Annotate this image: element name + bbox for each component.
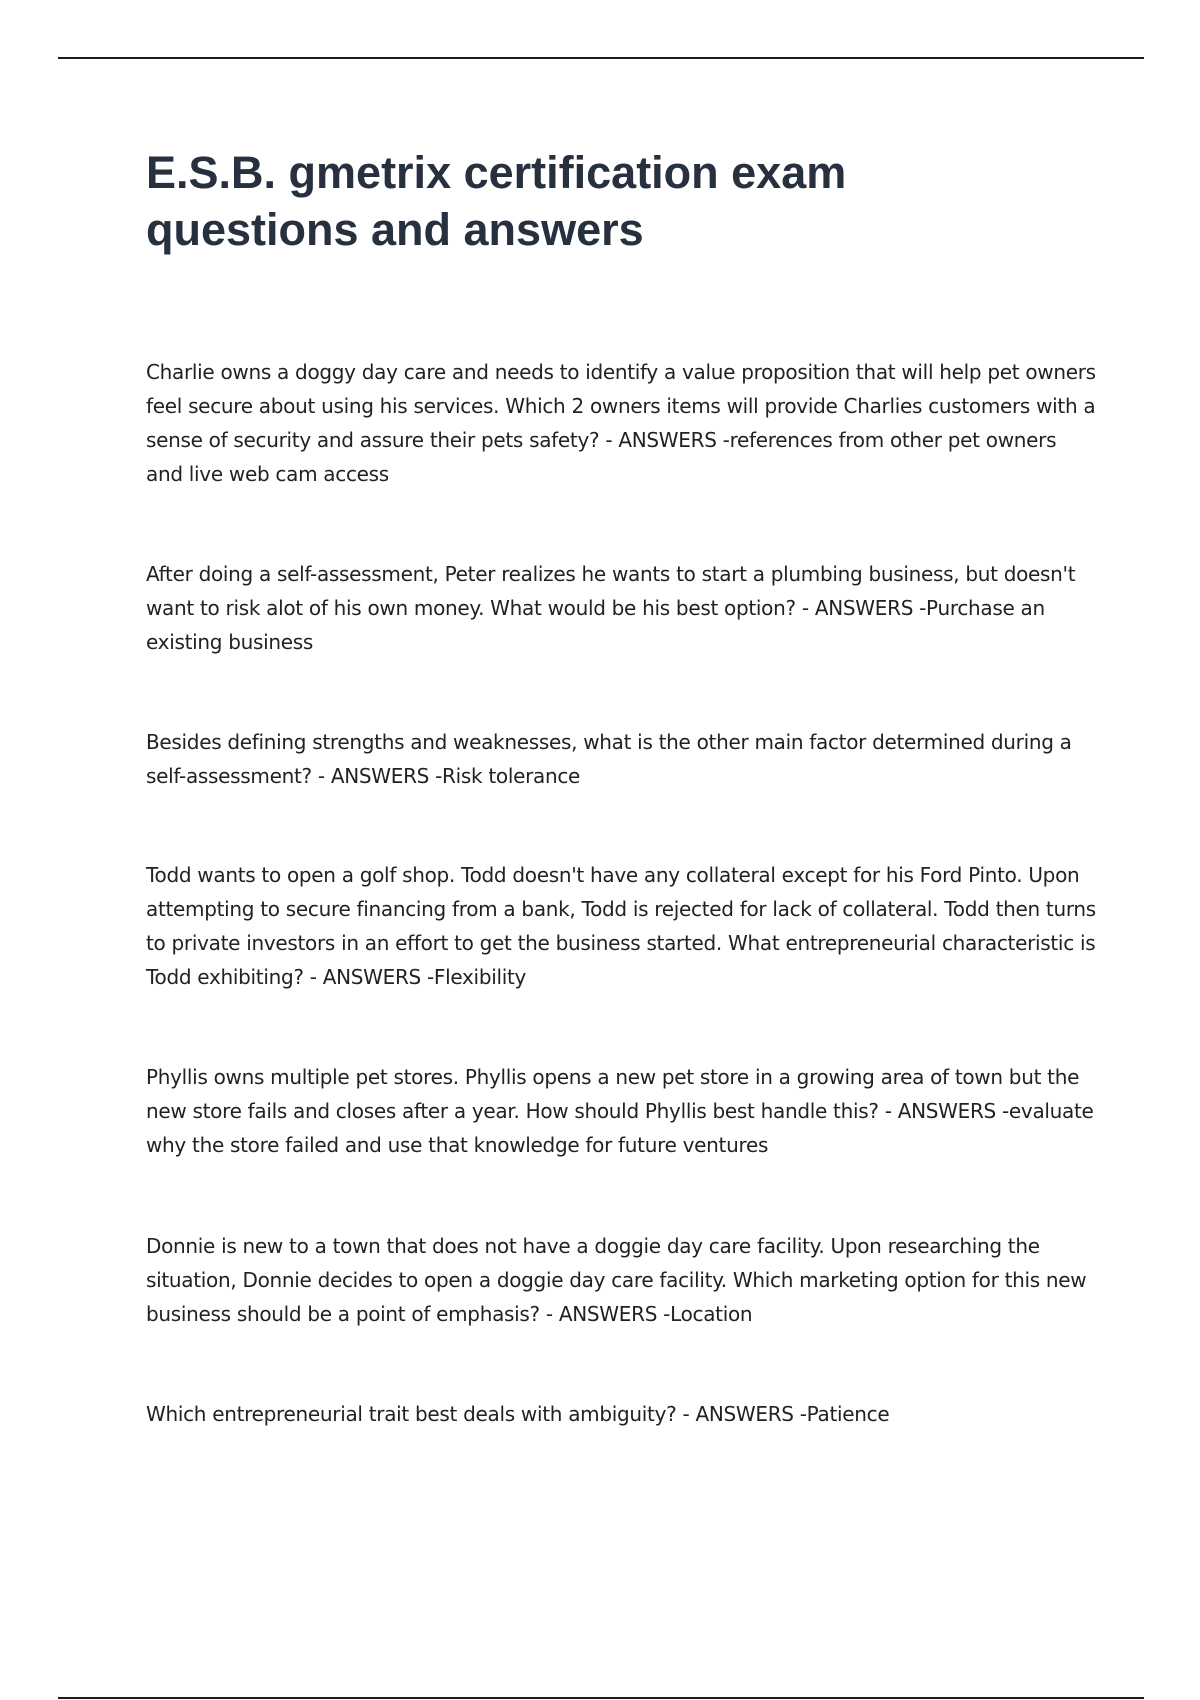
qa-item: After doing a self-assessment, Peter realizes he wants to start a plumbing business, but doesn't want to risk alot of his own money. What would be his best option? - ANSWERS -Purchase an existing business bbox=[146, 562, 1076, 654]
page-title: E.S.B. gmetrix certification exam questions and answers bbox=[146, 147, 847, 255]
bottom-divider bbox=[58, 1697, 1144, 1699]
qa-item: Phyllis owns multiple pet stores. Phyllis opens a new pet store in a growing area of town but the new store fails and closes after a year. How should Phyllis best handle this? - ANSWERS -evaluate why the store failed and use that knowledge for future ventures bbox=[146, 1065, 1094, 1157]
qa-item: Besides defining strengths and weaknesses, what is the other main factor determined during a self-assessment? - ANSWERS -Risk tolerance bbox=[146, 730, 1072, 788]
qa-item: Charlie owns a doggy day care and needs to identify a value proposition that will help pet owners feel secure about using his services. Which 2 owners items will provide Charlies customers with a sense of security and assure their pets safety? - ANSWERS -references from other pet owners and live web cam access bbox=[146, 360, 1096, 486]
qa-item: Donnie is new to a town that does not have a doggie day care facility. Upon researching the situation, Donnie decides to open a doggie day care facility. Which marketing option for this new business should be a point of emphasis? - ANSWERS -Location bbox=[146, 1234, 1087, 1326]
top-divider bbox=[58, 57, 1144, 59]
qa-item: Which entrepreneurial trait best deals with ambiguity? - ANSWERS -Patience bbox=[146, 1402, 890, 1426]
qa-item: Todd wants to open a golf shop. Todd doesn't have any collateral except for his Ford Pinto. Upon attempting to secure financing from a bank, Todd is rejected for lack of collateral. Todd then turns to private investors in an effort to get the business started. What entrepreneurial characteristic is Todd exhibiting? - ANSWERS -Flexibility bbox=[146, 863, 1096, 989]
